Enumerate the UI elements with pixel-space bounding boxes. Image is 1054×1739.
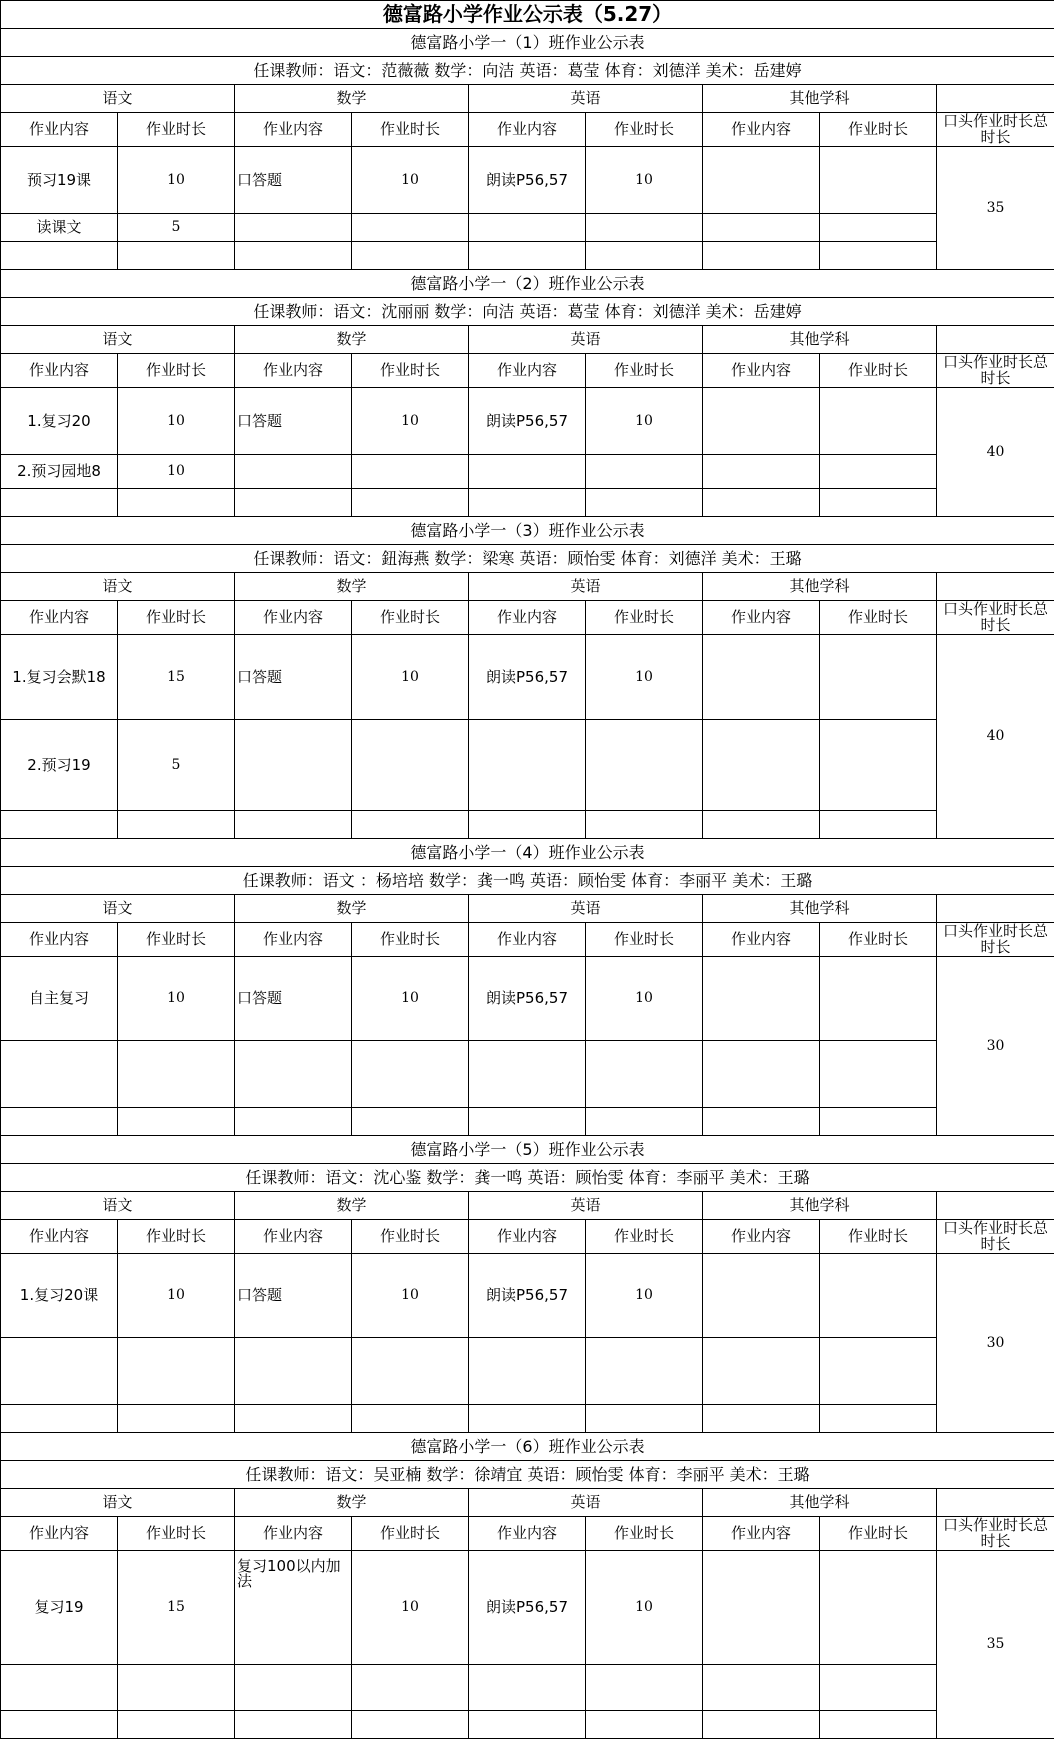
english-content-cell: 朗读P56,57 bbox=[469, 957, 586, 1041]
other-content-cell bbox=[703, 1551, 820, 1665]
english-content-cell bbox=[469, 1711, 586, 1739]
english-content-cell bbox=[469, 1405, 586, 1433]
math-duration-cell bbox=[352, 1338, 469, 1405]
content-header: 作业内容 bbox=[703, 113, 820, 147]
subject-header-chinese: 语文 bbox=[1, 895, 235, 923]
math-content-cell bbox=[235, 1405, 352, 1433]
math-duration-cell: 10 bbox=[352, 1254, 469, 1338]
class-banner-row bbox=[1, 270, 1054, 298]
english-content-cell: 朗读P56,57 bbox=[469, 388, 586, 455]
chinese-content-cell: 读课文 bbox=[1, 214, 118, 242]
english-duration-cell bbox=[586, 1665, 703, 1711]
chinese-duration-cell bbox=[118, 1108, 235, 1136]
other-content-cell bbox=[703, 1711, 820, 1739]
english-content-cell bbox=[469, 1338, 586, 1405]
english-content-cell bbox=[469, 811, 586, 839]
chinese-duration-cell bbox=[118, 489, 235, 517]
teachers-row bbox=[1, 57, 1054, 85]
duration-header: 作业时长 bbox=[352, 113, 469, 147]
math-content-cell bbox=[235, 1041, 352, 1108]
english-duration-cell: 10 bbox=[586, 388, 703, 455]
other-duration-cell bbox=[820, 1665, 937, 1711]
teachers-row bbox=[1, 545, 1054, 573]
math-content-cell bbox=[235, 242, 352, 270]
chinese-content-cell bbox=[1, 1405, 118, 1433]
duration-header: 作业时长 bbox=[820, 1220, 937, 1254]
oral-total-value: 35 bbox=[937, 1551, 1054, 1739]
math-content-cell bbox=[235, 811, 352, 839]
subject-header-english: 英语 bbox=[469, 326, 703, 354]
chinese-duration-cell bbox=[118, 242, 235, 270]
chinese-duration-cell: 10 bbox=[118, 957, 235, 1041]
oral-total-header: 口头作业时长总时长 bbox=[937, 1220, 1054, 1254]
math-content-cell: 复习100以内加法 bbox=[235, 1551, 352, 1665]
other-content-cell bbox=[703, 489, 820, 517]
chinese-content-cell: 复习19 bbox=[1, 1551, 118, 1665]
chinese-content-cell: 1.复习20课 bbox=[1, 1254, 118, 1338]
duration-header: 作业时长 bbox=[118, 1517, 235, 1551]
homework-row bbox=[1, 214, 1054, 242]
content-header: 作业内容 bbox=[1, 354, 118, 388]
class-title: 德富路小学一（5）班作业公示表 bbox=[1, 1136, 1054, 1164]
chinese-duration-cell: 15 bbox=[118, 1551, 235, 1665]
homework-row bbox=[1, 1711, 1054, 1739]
english-duration-cell: 10 bbox=[586, 1551, 703, 1665]
chinese-duration-cell bbox=[118, 1041, 235, 1108]
column-header-row bbox=[1, 923, 1054, 957]
homework-row bbox=[1, 489, 1054, 517]
homework-row bbox=[1, 720, 1054, 811]
chinese-duration-cell bbox=[118, 811, 235, 839]
content-header: 作业内容 bbox=[469, 1220, 586, 1254]
other-content-cell bbox=[703, 1254, 820, 1338]
english-content-cell: 朗读P56,57 bbox=[469, 1551, 586, 1665]
content-header: 作业内容 bbox=[1, 113, 118, 147]
duration-header: 作业时长 bbox=[586, 1220, 703, 1254]
chinese-content-cell bbox=[1, 1108, 118, 1136]
math-content-cell: 口答题 bbox=[235, 957, 352, 1041]
other-content-cell bbox=[703, 635, 820, 720]
content-header: 作业内容 bbox=[703, 1517, 820, 1551]
subject-header-other: 其他学科 bbox=[703, 326, 937, 354]
math-duration-cell bbox=[352, 455, 469, 489]
subject-header-english: 英语 bbox=[469, 895, 703, 923]
chinese-content-cell: 1.复习20 bbox=[1, 388, 118, 455]
content-header: 作业内容 bbox=[235, 601, 352, 635]
duration-header: 作业时长 bbox=[118, 601, 235, 635]
subject-header-row bbox=[1, 573, 1054, 601]
math-content-cell: 口答题 bbox=[235, 635, 352, 720]
english-duration-cell bbox=[586, 214, 703, 242]
chinese-content-cell: 1.复习会默18 bbox=[1, 635, 118, 720]
other-duration-cell bbox=[820, 1338, 937, 1405]
content-header: 作业内容 bbox=[235, 113, 352, 147]
math-duration-cell bbox=[352, 489, 469, 517]
teachers-line: 任课教师：语文：沈丽丽 数学：向洁 英语：葛莹 体育：刘德洋 美术：岳建婷 bbox=[1, 298, 1054, 326]
english-content-cell bbox=[469, 455, 586, 489]
english-duration-cell bbox=[586, 489, 703, 517]
homework-row bbox=[1, 388, 1054, 455]
oral-total-header: 口头作业时长总时长 bbox=[937, 923, 1054, 957]
teachers-row bbox=[1, 1461, 1054, 1489]
math-content-cell: 口答题 bbox=[235, 1254, 352, 1338]
english-duration-cell bbox=[586, 1338, 703, 1405]
math-content-cell bbox=[235, 1338, 352, 1405]
oral-total-value: 30 bbox=[937, 1254, 1054, 1433]
other-duration-cell bbox=[820, 720, 937, 811]
class-banner-row bbox=[1, 1136, 1054, 1164]
duration-header: 作业时长 bbox=[352, 354, 469, 388]
english-content-cell: 朗读P56,57 bbox=[469, 147, 586, 214]
english-duration-cell bbox=[586, 1108, 703, 1136]
math-content-cell bbox=[235, 720, 352, 811]
teachers-row bbox=[1, 867, 1054, 895]
blank-header-cell bbox=[937, 573, 1054, 601]
chinese-content-cell bbox=[1, 1665, 118, 1711]
content-header: 作业内容 bbox=[469, 1517, 586, 1551]
duration-header: 作业时长 bbox=[118, 113, 235, 147]
content-header: 作业内容 bbox=[703, 354, 820, 388]
chinese-duration-cell: 10 bbox=[118, 455, 235, 489]
homework-row bbox=[1, 1405, 1054, 1433]
english-duration-cell: 10 bbox=[586, 1254, 703, 1338]
subject-header-english: 英语 bbox=[469, 1489, 703, 1517]
other-content-cell bbox=[703, 811, 820, 839]
subject-header-chinese: 语文 bbox=[1, 326, 235, 354]
english-duration-cell bbox=[586, 1041, 703, 1108]
other-content-cell bbox=[703, 455, 820, 489]
class-title: 德富路小学一（3）班作业公示表 bbox=[1, 517, 1054, 545]
english-duration-cell bbox=[586, 811, 703, 839]
subject-header-row bbox=[1, 1489, 1054, 1517]
math-duration-cell bbox=[352, 1711, 469, 1739]
blank-header-cell bbox=[937, 1192, 1054, 1220]
homework-row bbox=[1, 455, 1054, 489]
english-content-cell: 朗读P56,57 bbox=[469, 635, 586, 720]
chinese-content-cell bbox=[1, 242, 118, 270]
math-content-cell bbox=[235, 489, 352, 517]
homework-row bbox=[1, 147, 1054, 214]
content-header: 作业内容 bbox=[703, 923, 820, 957]
homework-row bbox=[1, 957, 1054, 1041]
oral-total-header: 口头作业时长总时长 bbox=[937, 113, 1054, 147]
other-duration-cell bbox=[820, 811, 937, 839]
math-content-cell bbox=[235, 214, 352, 242]
chinese-duration-cell: 10 bbox=[118, 1254, 235, 1338]
subject-header-other: 其他学科 bbox=[703, 1489, 937, 1517]
other-duration-cell bbox=[820, 455, 937, 489]
homework-row bbox=[1, 1665, 1054, 1711]
blank-header-cell bbox=[937, 85, 1054, 113]
english-content-cell bbox=[469, 1108, 586, 1136]
homework-row bbox=[1, 242, 1054, 270]
oral-total-header: 口头作业时长总时长 bbox=[937, 601, 1054, 635]
english-content-cell: 朗读P56,57 bbox=[469, 1254, 586, 1338]
duration-header: 作业时长 bbox=[820, 354, 937, 388]
other-duration-cell bbox=[820, 214, 937, 242]
other-duration-cell bbox=[820, 1108, 937, 1136]
column-header-row bbox=[1, 1517, 1054, 1551]
duration-header: 作业时长 bbox=[118, 923, 235, 957]
other-duration-cell bbox=[820, 388, 937, 455]
oral-total-value: 40 bbox=[937, 635, 1054, 839]
content-header: 作业内容 bbox=[235, 354, 352, 388]
homework-row bbox=[1, 1551, 1054, 1665]
english-content-cell bbox=[469, 1041, 586, 1108]
blank-header-cell bbox=[937, 895, 1054, 923]
other-duration-cell bbox=[820, 1551, 937, 1665]
math-duration-cell: 10 bbox=[352, 1551, 469, 1665]
other-duration-cell bbox=[820, 1254, 937, 1338]
other-content-cell bbox=[703, 720, 820, 811]
oral-total-value: 35 bbox=[937, 147, 1054, 270]
content-header: 作业内容 bbox=[469, 113, 586, 147]
subject-header-row bbox=[1, 895, 1054, 923]
english-content-cell bbox=[469, 1665, 586, 1711]
subject-header-english: 英语 bbox=[469, 85, 703, 113]
chinese-content-cell bbox=[1, 1041, 118, 1108]
duration-header: 作业时长 bbox=[118, 1220, 235, 1254]
homework-row bbox=[1, 1254, 1054, 1338]
other-duration-cell bbox=[820, 1041, 937, 1108]
english-duration-cell bbox=[586, 455, 703, 489]
content-header: 作业内容 bbox=[1, 1517, 118, 1551]
other-duration-cell bbox=[820, 147, 937, 214]
class-banner-row bbox=[1, 839, 1054, 867]
blank-header-cell bbox=[937, 1489, 1054, 1517]
math-duration-cell bbox=[352, 1108, 469, 1136]
duration-header: 作业时长 bbox=[352, 1517, 469, 1551]
english-content-cell bbox=[469, 242, 586, 270]
class-banner-row bbox=[1, 1433, 1054, 1461]
chinese-duration-cell: 10 bbox=[118, 388, 235, 455]
class-title: 德富路小学一（1）班作业公示表 bbox=[1, 29, 1054, 57]
sheet-title: 德富路小学作业公示表（5.27） bbox=[1, 1, 1054, 29]
other-duration-cell bbox=[820, 242, 937, 270]
oral-total-header: 口头作业时长总时长 bbox=[937, 1517, 1054, 1551]
teachers-row bbox=[1, 298, 1054, 326]
chinese-content-cell: 2.预习园地8 bbox=[1, 455, 118, 489]
chinese-content-cell bbox=[1, 489, 118, 517]
chinese-content-cell bbox=[1, 811, 118, 839]
other-content-cell bbox=[703, 388, 820, 455]
duration-header: 作业时长 bbox=[352, 1220, 469, 1254]
subject-header-math: 数学 bbox=[235, 1489, 469, 1517]
oral-total-value: 40 bbox=[937, 388, 1054, 517]
content-header: 作业内容 bbox=[1, 1220, 118, 1254]
other-content-cell bbox=[703, 1665, 820, 1711]
chinese-duration-cell bbox=[118, 1338, 235, 1405]
content-header: 作业内容 bbox=[235, 1220, 352, 1254]
subject-header-other: 其他学科 bbox=[703, 85, 937, 113]
subject-header-other: 其他学科 bbox=[703, 573, 937, 601]
math-duration-cell: 10 bbox=[352, 388, 469, 455]
column-header-row bbox=[1, 1220, 1054, 1254]
other-content-cell bbox=[703, 214, 820, 242]
duration-header: 作业时长 bbox=[586, 113, 703, 147]
other-duration-cell bbox=[820, 957, 937, 1041]
subject-header-row bbox=[1, 326, 1054, 354]
chinese-content-cell: 自主复习 bbox=[1, 957, 118, 1041]
chinese-duration-cell bbox=[118, 1405, 235, 1433]
duration-header: 作业时长 bbox=[820, 1517, 937, 1551]
content-header: 作业内容 bbox=[235, 1517, 352, 1551]
math-content-cell bbox=[235, 1108, 352, 1136]
content-header: 作业内容 bbox=[703, 1220, 820, 1254]
math-duration-cell bbox=[352, 1665, 469, 1711]
english-content-cell bbox=[469, 720, 586, 811]
other-content-cell bbox=[703, 957, 820, 1041]
english-content-cell bbox=[469, 214, 586, 242]
subject-header-other: 其他学科 bbox=[703, 895, 937, 923]
subject-header-chinese: 语文 bbox=[1, 85, 235, 113]
subject-header-math: 数学 bbox=[235, 1192, 469, 1220]
content-header: 作业内容 bbox=[703, 601, 820, 635]
teachers-line: 任课教师：语文：吴亚楠 数学：徐靖宜 英语：顾怡雯 体育：李丽平 美术：王璐 bbox=[1, 1461, 1054, 1489]
teachers-row bbox=[1, 1164, 1054, 1192]
math-duration-cell bbox=[352, 811, 469, 839]
chinese-content-cell bbox=[1, 1711, 118, 1739]
math-content-cell bbox=[235, 1711, 352, 1739]
other-duration-cell bbox=[820, 489, 937, 517]
chinese-content-cell: 2.预习19 bbox=[1, 720, 118, 811]
other-content-cell bbox=[703, 1108, 820, 1136]
homework-row bbox=[1, 811, 1054, 839]
other-duration-cell bbox=[820, 635, 937, 720]
blank-header-cell bbox=[937, 326, 1054, 354]
content-header: 作业内容 bbox=[235, 923, 352, 957]
content-header: 作业内容 bbox=[469, 923, 586, 957]
english-duration-cell: 10 bbox=[586, 147, 703, 214]
subject-header-chinese: 语文 bbox=[1, 573, 235, 601]
math-duration-cell bbox=[352, 1041, 469, 1108]
homework-row bbox=[1, 1338, 1054, 1405]
math-duration-cell: 10 bbox=[352, 957, 469, 1041]
other-content-cell bbox=[703, 1405, 820, 1433]
chinese-duration-cell: 5 bbox=[118, 214, 235, 242]
subject-header-chinese: 语文 bbox=[1, 1489, 235, 1517]
duration-header: 作业时长 bbox=[586, 1517, 703, 1551]
chinese-content-cell: 预习19课 bbox=[1, 147, 118, 214]
english-duration-cell bbox=[586, 1405, 703, 1433]
duration-header: 作业时长 bbox=[118, 354, 235, 388]
duration-header: 作业时长 bbox=[352, 601, 469, 635]
column-header-row bbox=[1, 113, 1054, 147]
subject-header-row bbox=[1, 85, 1054, 113]
oral-total-value: 30 bbox=[937, 957, 1054, 1136]
class-title: 德富路小学一（6）班作业公示表 bbox=[1, 1433, 1054, 1461]
english-duration-cell: 10 bbox=[586, 635, 703, 720]
duration-header: 作业时长 bbox=[820, 113, 937, 147]
class-title: 德富路小学一（4）班作业公示表 bbox=[1, 839, 1054, 867]
homework-row bbox=[1, 635, 1054, 720]
subject-header-english: 英语 bbox=[469, 1192, 703, 1220]
duration-header: 作业时长 bbox=[586, 354, 703, 388]
column-header-row bbox=[1, 354, 1054, 388]
teachers-line: 任课教师：语文：沈心鉴 数学：龚一鸣 英语：顾怡雯 体育：李丽平 美术：王璐 bbox=[1, 1164, 1054, 1192]
duration-header: 作业时长 bbox=[586, 601, 703, 635]
content-header: 作业内容 bbox=[469, 354, 586, 388]
class-banner-row bbox=[1, 517, 1054, 545]
column-header-row bbox=[1, 601, 1054, 635]
english-duration-cell bbox=[586, 1711, 703, 1739]
math-duration-cell: 10 bbox=[352, 147, 469, 214]
math-content-cell bbox=[235, 1665, 352, 1711]
duration-header: 作业时长 bbox=[820, 923, 937, 957]
teachers-line: 任课教师：语文 ：杨培培 数学：龚一鸣 英语：顾怡雯 体育：李丽平 美术：王璐 bbox=[1, 867, 1054, 895]
math-duration-cell bbox=[352, 214, 469, 242]
subject-header-math: 数学 bbox=[235, 326, 469, 354]
math-duration-cell: 10 bbox=[352, 635, 469, 720]
other-duration-cell bbox=[820, 1711, 937, 1739]
math-duration-cell bbox=[352, 242, 469, 270]
math-content-cell: 口答题 bbox=[235, 388, 352, 455]
subject-header-english: 英语 bbox=[469, 573, 703, 601]
other-content-cell bbox=[703, 242, 820, 270]
duration-header: 作业时长 bbox=[586, 923, 703, 957]
teachers-line: 任课教师：语文：范薇薇 数学：向洁 英语：葛莹 体育：刘德洋 美术：岳建婷 bbox=[1, 57, 1054, 85]
subject-header-other: 其他学科 bbox=[703, 1192, 937, 1220]
math-content-cell: 口答题 bbox=[235, 147, 352, 214]
chinese-content-cell bbox=[1, 1338, 118, 1405]
chinese-duration-cell: 15 bbox=[118, 635, 235, 720]
teachers-line: 任课教师：语文：鈕海燕 数学：梁寒 英语：顾怡雯 体育：刘德洋 美术：王璐 bbox=[1, 545, 1054, 573]
subject-header-math: 数学 bbox=[235, 895, 469, 923]
content-header: 作业内容 bbox=[1, 601, 118, 635]
oral-total-header: 口头作业时长总时长 bbox=[937, 354, 1054, 388]
class-title: 德富路小学一（2）班作业公示表 bbox=[1, 270, 1054, 298]
subject-header-math: 数学 bbox=[235, 573, 469, 601]
math-content-cell bbox=[235, 455, 352, 489]
chinese-duration-cell: 5 bbox=[118, 720, 235, 811]
other-duration-cell bbox=[820, 1405, 937, 1433]
duration-header: 作业时长 bbox=[352, 923, 469, 957]
subject-header-row bbox=[1, 1192, 1054, 1220]
duration-header: 作业时长 bbox=[820, 601, 937, 635]
math-duration-cell bbox=[352, 720, 469, 811]
content-header: 作业内容 bbox=[469, 601, 586, 635]
other-content-cell bbox=[703, 1338, 820, 1405]
chinese-duration-cell bbox=[118, 1665, 235, 1711]
class-banner-row bbox=[1, 29, 1054, 57]
content-header: 作业内容 bbox=[1, 923, 118, 957]
subject-header-math: 数学 bbox=[235, 85, 469, 113]
english-duration-cell bbox=[586, 720, 703, 811]
chinese-duration-cell bbox=[118, 1711, 235, 1739]
chinese-duration-cell: 10 bbox=[118, 147, 235, 214]
english-content-cell bbox=[469, 489, 586, 517]
math-duration-cell bbox=[352, 1405, 469, 1433]
homework-row bbox=[1, 1041, 1054, 1108]
other-content-cell bbox=[703, 147, 820, 214]
subject-header-chinese: 语文 bbox=[1, 1192, 235, 1220]
other-content-cell bbox=[703, 1041, 820, 1108]
english-duration-cell bbox=[586, 242, 703, 270]
english-duration-cell: 10 bbox=[586, 957, 703, 1041]
homework-row bbox=[1, 1108, 1054, 1136]
